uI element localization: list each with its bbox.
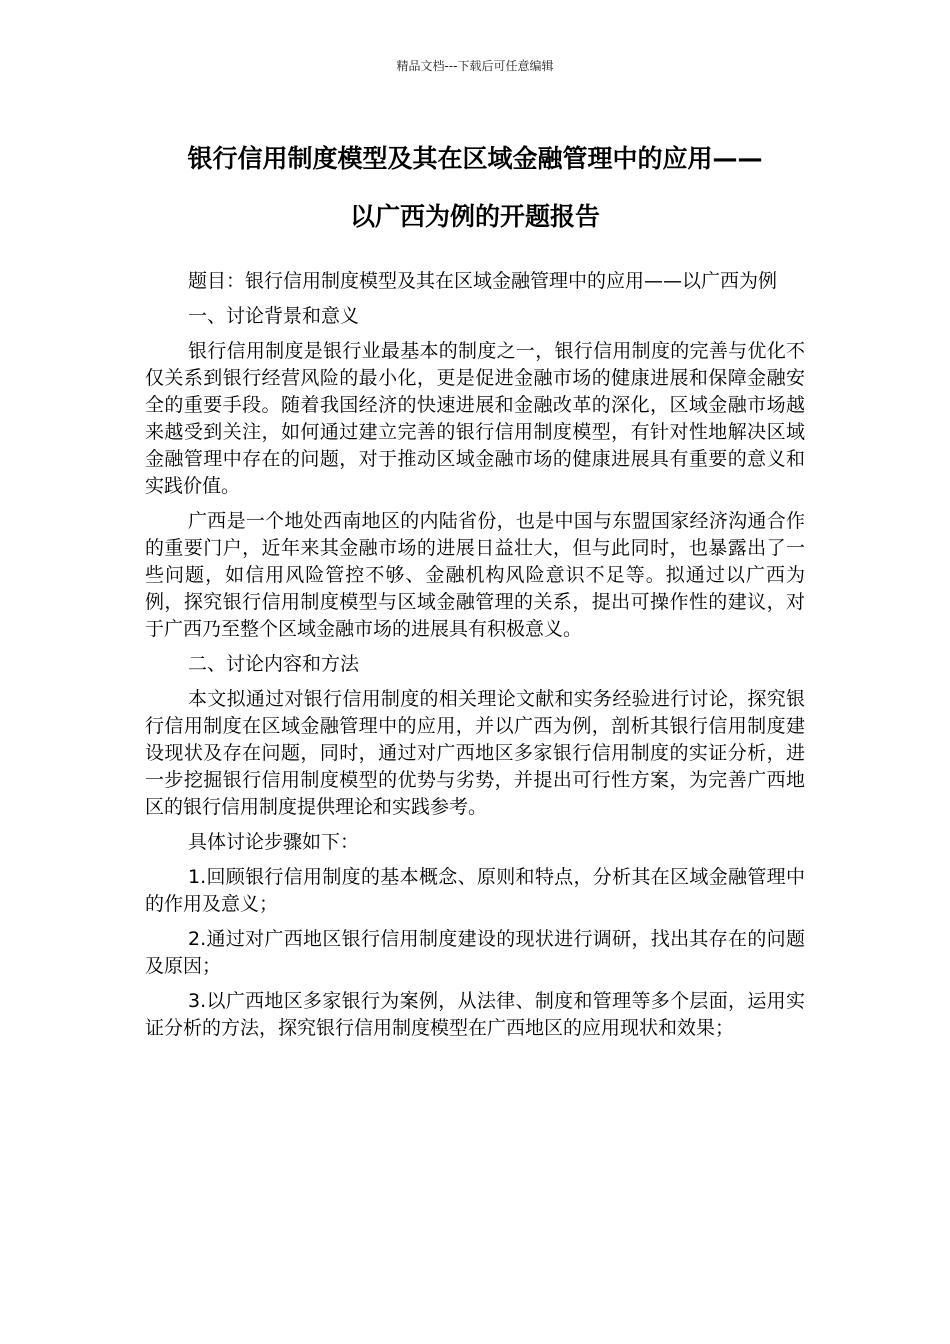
step-3: 3.以广西地区多家银行为案例，从法律、制度和管理等多个层面，运用实证分析的方法，探究银行信用制度模型在广西地区的应用现状和效果； xyxy=(145,990,805,1039)
title-line-1: 银行信用制度模型及其在区域金融管理中的应用—— xyxy=(187,144,763,173)
section-heading-content-method: 二、讨论内容和方法 xyxy=(188,653,360,675)
document-title xyxy=(120,130,830,246)
step-1: 1.回顾银行信用制度的基本概念、原则和特点，分析其在区域金融管理中的作用及意义； xyxy=(145,866,805,915)
title-line-2: 以广西为例的开题报告 xyxy=(349,202,600,231)
step-2: 2.通过对广西地区银行信用制度建设的现状进行调研，找出其存在的问题及原因； xyxy=(145,928,805,977)
paragraph-background-2: 广西是一个地处西南地区的内陆省份，也是中国与东盟国家经济沟通合作的重要门户，近年来其金融市场的进展日益壮大，但与此同时，也暴露出了一些问题，如信用风险管控不够、金融机构风险意识不足等。拟通过以广西为例，探究银行信用制度模型与区域金融管理的关系，提出可操作性的建议，对于广西乃至整个区域金融市场的进展具有积极意义。 xyxy=(145,510,805,640)
header-note: 精品文档---下载后可任意编辑 xyxy=(396,59,554,73)
paragraph-content-method: 本文拟通过对银行信用制度的相关理论文献和实务经验进行讨论，探究银行信用制度在区域金融管理中的应用，并以广西为例，剖析其银行信用制度建设现状及存在问题，同时，通过对广西地区多家银行信用制度的实证分析，进一步挖掘银行信用制度模型的优势与劣势，并提出可行性方案，为完善广西地区的银行信用制度提供理论和实践参考。 xyxy=(145,688,805,818)
section-heading-background: 一、讨论背景和意义 xyxy=(188,305,360,327)
body-text xyxy=(145,268,805,1050)
paragraph-background-1: 银行信用制度是银行业最基本的制度之一，银行信用制度的完善与优化不仅关系到银行经营风险的最小化，更是促进金融市场的健康进展和保障金融安全的重要手段。随着我国经济的快速进展和金融改革的深化，区域金融市场越来越受到关注，如何通过建立完善的银行信用制度模型，有针对性地解决区域金融管理中存在的问题，对于推动区域金融市场的健康进展具有重要的意义和实践价值。 xyxy=(145,340,805,497)
topic-paragraph: 题目：银行信用制度模型及其在区域金融管理中的应用——以广西为例 xyxy=(188,270,778,292)
steps-intro: 具体讨论步骤如下： xyxy=(188,831,360,853)
